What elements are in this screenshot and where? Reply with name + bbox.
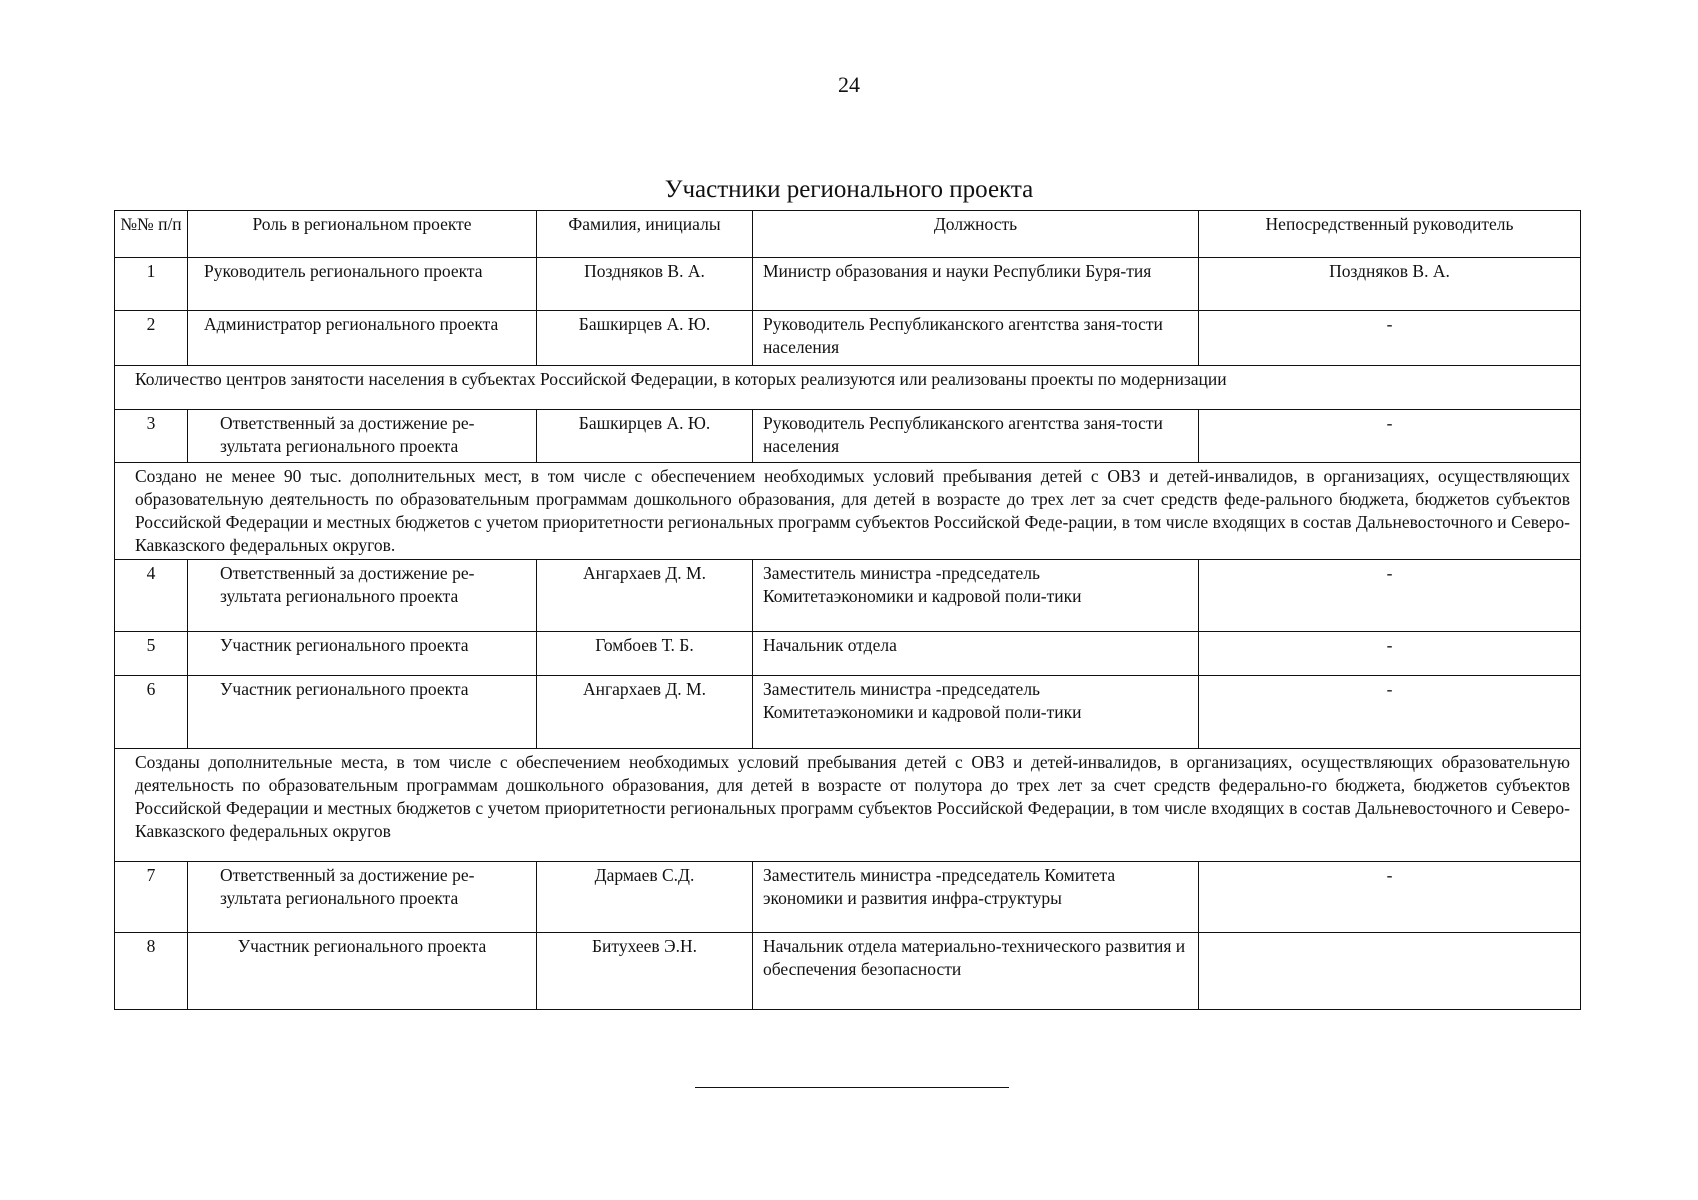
row-num: 6: [115, 676, 188, 749]
table-row: [115, 258, 1581, 311]
row-num: 2: [115, 311, 188, 366]
row-name: Башкирцев А. Ю.: [537, 410, 753, 463]
table-row: [115, 632, 1581, 676]
row-name: Дармаев С.Д.: [537, 862, 753, 933]
row-supervisor: -: [1199, 676, 1581, 749]
row-name: Ангархаев Д. М.: [537, 560, 753, 632]
row-name: Битухеев Э.Н.: [537, 933, 753, 1010]
row-num: 4: [115, 560, 188, 632]
row-name: Башкирцев А. Ю.: [537, 311, 753, 366]
row-supervisor: [1199, 933, 1581, 1010]
row-position: Руководитель Республиканского агентства заня-тости населения: [753, 311, 1199, 366]
row-supervisor: -: [1199, 311, 1581, 366]
row-role: Участник регионального проекта: [188, 632, 537, 676]
section-row: [115, 366, 1581, 410]
header-supervisor: Непосредственный руководитель: [1199, 211, 1581, 258]
header-name: Фамилия, инициалы: [537, 211, 753, 258]
section-row: [115, 749, 1581, 862]
row-position: Министр образования и науки Республики Буря-тия: [753, 258, 1199, 311]
header-num: №№ п/п: [115, 211, 188, 258]
row-name: Ангархаев Д. М.: [537, 676, 753, 749]
table-row: [115, 560, 1581, 632]
row-supervisor: Поздняков В. А.: [1199, 258, 1581, 311]
row-role: Ответственный за достижение ре-зультата регионального проекта: [188, 862, 537, 933]
row-position: Заместитель министра -председатель Комитетаэкономики и кадровой поли-тики: [753, 676, 1199, 749]
participants-table: [114, 210, 1581, 1010]
row-role: Администратор регионального проекта: [188, 311, 537, 366]
table-row: [115, 410, 1581, 463]
table-title: Участники регионального проекта: [664, 176, 1034, 203]
row-num: 5: [115, 632, 188, 676]
table-row: [115, 862, 1581, 933]
table-row: [115, 676, 1581, 749]
table-row: [115, 311, 1581, 366]
row-num: 1: [115, 258, 188, 311]
row-position: Руководитель Республиканского агентства заня-тости населения: [753, 410, 1199, 463]
row-name: Гомбоев Т. Б.: [537, 632, 753, 676]
row-position: Заместитель министра -председатель Комитетаэкономики и кадровой поли-тики: [753, 560, 1199, 632]
footer-rule: [695, 1087, 1009, 1088]
table-row: [115, 933, 1581, 1010]
row-role: Руководитель регионального проекта: [188, 258, 537, 311]
header-position: Должность: [753, 211, 1199, 258]
table-header-row: [115, 211, 1581, 258]
page-number: 24: [838, 72, 860, 97]
row-role: Участник регионального проекта: [188, 933, 537, 1010]
row-position: Заместитель министра -председатель Комитета экономики и развития инфра-структуры: [753, 862, 1199, 933]
row-supervisor: -: [1199, 632, 1581, 676]
row-position: Начальник отдела: [753, 632, 1199, 676]
row-position: Начальник отдела материально-технического развития и обеспечения безопасности: [753, 933, 1199, 1010]
row-num: 7: [115, 862, 188, 933]
row-num: 3: [115, 410, 188, 463]
row-role: Ответственный за достижение ре-зультата регионального проекта: [188, 560, 537, 632]
section-heading: Созданы дополнительные места, в том числе с обеспечением необходимых условий пребывания детей с ОВЗ и детей-инвалидов, в организациях, осуществляющих образовательную деятельность по образовательным программам дошкольного образования, для детей в возрасте от полутора до трех лет за счет средств федерально-го бюджета, бюджетов субъектов Российской Федерации и местных бюджетов с учетом приоритетности региональных программ субъектов Российской Федерации, в том числе входящих в состав Дальневосточного и Северо-Кавказского федеральных округов: [115, 749, 1581, 862]
row-role: Ответственный за достижение ре-зультата регионального проекта: [188, 410, 537, 463]
section-heading: Количество центров занятости населения в субъектах Российской Федерации, в которых реализуются или реализованы проекты по модернизации: [115, 366, 1581, 410]
section-row: [115, 463, 1581, 560]
row-supervisor: -: [1199, 410, 1581, 463]
section-heading: Создано не менее 90 тыс. дополнительных мест, в том числе с обеспечением необходимых условий пребывания детей с ОВЗ и детей-инвалидов, в организациях, осуществляющих образовательную деятельность по образовательным программам дошкольного образования, для детей в возрасте до трех лет за счет средств феде-рального бюджета, бюджетов субъектов Российской Федерации и местных бюджетов с учетом приоритетности региональных программ субъектов Российской Феде-рации, в том числе входящих в состав Дальневосточного и Северо-Кавказского федеральных округов.: [115, 463, 1581, 560]
row-num: 8: [115, 933, 188, 1010]
row-name: Поздняков В. А.: [537, 258, 753, 311]
row-role: Участник регионального проекта: [188, 676, 537, 749]
header-role: Роль в региональном проекте: [188, 211, 537, 258]
row-supervisor: -: [1199, 560, 1581, 632]
row-supervisor: -: [1199, 862, 1581, 933]
